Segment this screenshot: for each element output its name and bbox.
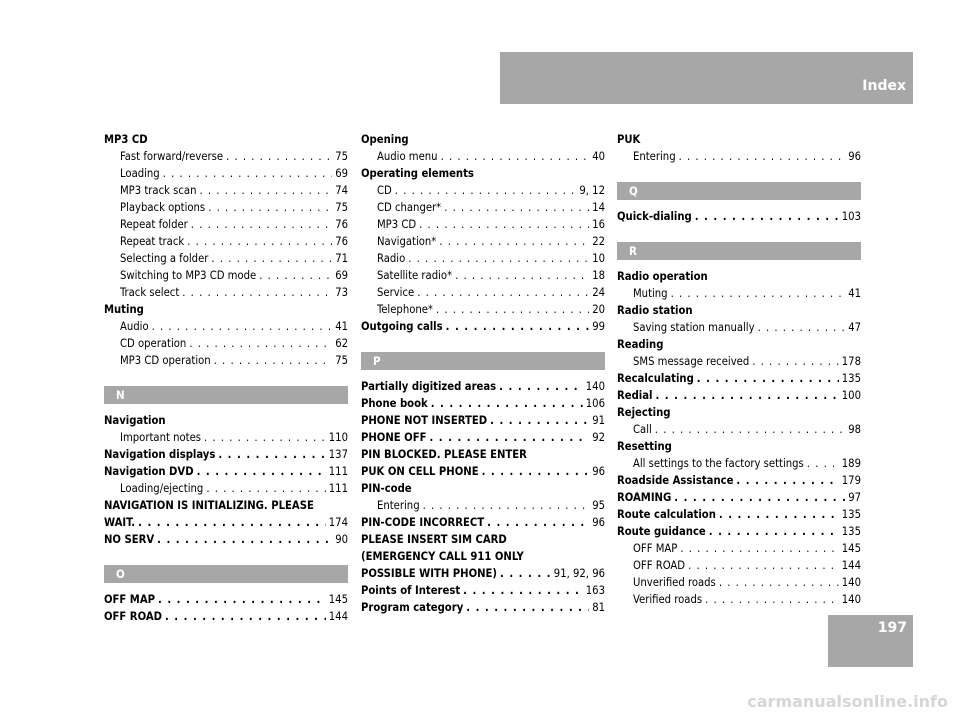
index-entry: Redial . . . 100 [617,387,861,404]
index-entry: Important notes . . . 110 [104,429,348,446]
index-entry: All settings to the factory settings . . . 189 [617,455,861,472]
index-column-1 [104,131,348,625]
index-heading: Resetting [617,440,672,453]
index-entry: Route guidance . . . 135 [617,523,861,540]
index-entry: CD . . . 9, 12 [361,182,605,199]
index-entry: Satellite radio* . . . 18 [361,267,605,284]
index-entry: OFF MAP . . . 145 [104,591,348,608]
index-heading: Rejecting [617,406,671,419]
index-entry: Partially digitized areas . . . 140 [361,378,605,395]
index-entry: Muting . . . 41 [617,285,861,302]
index-entry: PIN-CODE INCORRECT . . . 96 [361,514,605,531]
index-entry: MP3 CD operation . . . 75 [104,352,348,369]
index-entry: Roadside Assistance . . . 179 [617,472,861,489]
index-entry: Navigation displays . . . 137 [104,446,348,463]
page-number: 197 [877,620,907,636]
index-entry: Loading . . . 69 [104,165,348,182]
watermark: carmanualsonline.info [747,692,948,711]
index-heading: Muting [104,303,144,316]
index-entry: MP3 track scan . . . 74 [104,182,348,199]
index-heading: PIN-code [361,482,412,495]
index-entry: POSSIBLE WITH PHONE) . . . 91, 92, 96 [361,565,605,582]
index-entry: OFF ROAD . . . 144 [617,557,861,574]
index-entry: Fast forward/reverse . . . 75 [104,148,348,165]
index-heading: PUK [617,133,641,146]
index-entry: Radio . . . 10 [361,250,605,267]
index-entry: OFF ROAD . . . 144 [104,608,348,625]
index-heading: Opening [361,133,409,146]
index-heading: Navigation [104,414,166,427]
index-entry: CD operation . . . 62 [104,335,348,352]
index-entry: OFF MAP . . . 145 [617,540,861,557]
index-entry: Points of Interest . . . 163 [361,582,605,599]
index-entry: CD changer* . . . 14 [361,199,605,216]
index-entry: Recalculating . . . 135 [617,370,861,387]
index-entry: Repeat folder . . . 76 [104,216,348,233]
index-entry: Audio . . . 41 [104,318,348,335]
section-letter-q: Q [617,182,861,200]
index-entry: Audio menu . . . 40 [361,148,605,165]
index-heading: Operating elements [361,167,474,180]
index-heading: Radio operation [617,270,708,283]
section-letter-n: N [104,386,348,404]
index-entry: Playback options . . . 75 [104,199,348,216]
index-column-3 [617,131,861,608]
index-entry: Entering . . . 95 [361,497,605,514]
index-entry: PHONE OFF . . . 92 [361,429,605,446]
index-heading: PLEASE INSERT SIM CARD [361,533,507,546]
index-entry: Navigation DVD . . . 111 [104,463,348,480]
index-entry: Telephone* . . . 20 [361,301,605,318]
index-heading: Radio station [617,304,693,317]
index-entry: Outgoing calls . . . 99 [361,318,605,335]
index-entry: Repeat track . . . 76 [104,233,348,250]
index-entry: Loading/ejecting . . . 111 [104,480,348,497]
index-heading: NAVIGATION IS INITIALIZING. PLEASE [104,499,314,512]
index-entry: Service . . . 24 [361,284,605,301]
index-entry: PHONE NOT INSERTED . . . 91 [361,412,605,429]
index-heading: Reading [617,338,664,351]
index-entry: Saving station manually . . . 47 [617,319,861,336]
index-entry: Switching to MP3 CD mode . . . 69 [104,267,348,284]
index-entry: Route calculation . . . 135 [617,506,861,523]
index-entry: WAIT. . . . 174 [104,514,348,531]
index-entry: Entering . . . 96 [617,148,861,165]
index-entry: Track select . . . 73 [104,284,348,301]
index-entry: Verified roads . . . 140 [617,591,861,608]
index-entry: Call . . . 98 [617,421,861,438]
index-entry: ROAMING . . . 97 [617,489,861,506]
index-entry: SMS message received . . . 178 [617,353,861,370]
index-column-2 [361,131,605,616]
index-heading: PIN BLOCKED. PLEASE ENTER [361,448,527,461]
section-letter-o: O [104,565,348,583]
index-entry: Quick-dialing . . . 103 [617,208,861,225]
index-entry: Phone book . . . 106 [361,395,605,412]
index-entry: MP3 CD . . . 16 [361,216,605,233]
index-entry: Program category . . . 81 [361,599,605,616]
page-title: Index [862,78,906,94]
index-entry: Selecting a folder . . . 71 [104,250,348,267]
index-entry: NO SERV . . . 90 [104,531,348,548]
index-entry: PUK ON CELL PHONE . . . 96 [361,463,605,480]
index-heading: MP3 CD [104,133,148,146]
index-entry: Navigation* . . . 22 [361,233,605,250]
header-bar [500,52,913,104]
index-entry: Unverified roads . . . 140 [617,574,861,591]
section-letter-r: R [617,242,861,260]
index-heading: (EMERGENCY CALL 911 ONLY [361,550,524,563]
section-letter-p: P [361,352,605,370]
